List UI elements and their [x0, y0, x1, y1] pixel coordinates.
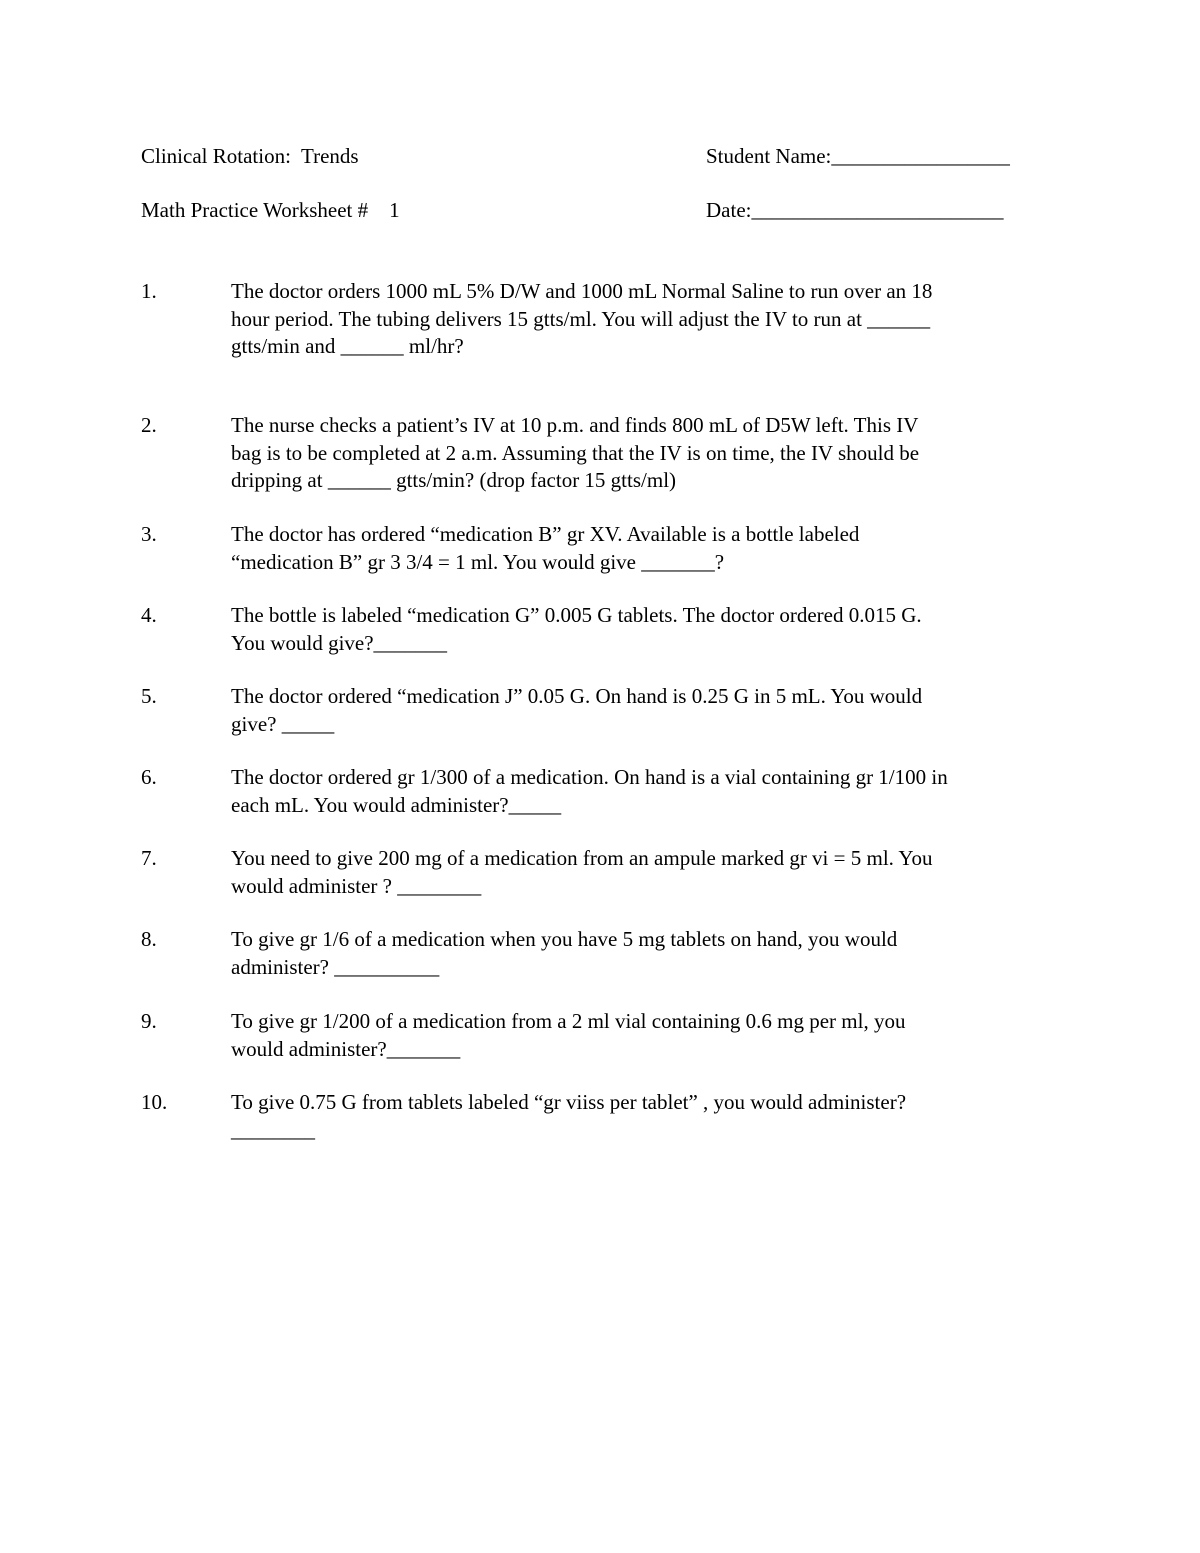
question-text: To give gr 1/200 of a medication from a 2 ml vial containing 0.6 mg per ml, you would administer?_______ — [231, 1009, 906, 1061]
question-text: You need to give 200 mg of a medication from an ampule marked gr vi = 5 ml. You would administer ? ________ — [231, 846, 933, 898]
question-text: To give gr 1/6 of a medication when you have 5 mg tablets on hand, you would administer? __________ — [231, 927, 898, 979]
question-number: 9. — [141, 1009, 157, 1033]
question-text: To give 0.75 G from tablets labeled “gr viiss per tablet” , you would administer? ________ — [231, 1090, 907, 1142]
question-number: 3. — [141, 522, 157, 546]
worksheet-number-label: Math Practice Worksheet # 1 — [141, 198, 400, 222]
question-text: The nurse checks a patient’s IV at 10 p.m. and finds 800 mL of D5W left. This IV bag is to be completed at 2 a.m. Assuming that the IV is on time, the IV should be dripping at ______ gtts/min? (drop factor 15 gtts/ml) — [231, 413, 920, 492]
question-number: 6. — [141, 765, 157, 789]
clinical-rotation-label: Clinical Rotation: Trends — [141, 144, 359, 168]
question-text: The doctor ordered “medication J” 0.05 G. On hand is 0.25 G in 5 mL. You would give? _____ — [231, 684, 923, 736]
question-text: The doctor ordered gr 1/300 of a medication. On hand is a vial containing gr 1/100 in each mL. You would administer?_____ — [231, 765, 948, 817]
date-field[interactable]: Date:________________________ — [706, 198, 1004, 222]
question-number: 4. — [141, 603, 157, 627]
question-number: 7. — [141, 846, 157, 870]
question-number: 8. — [141, 927, 157, 951]
question-number: 10. — [141, 1090, 168, 1114]
question-number: 2. — [141, 413, 157, 437]
question-number: 5. — [141, 684, 157, 708]
question-number: 1. — [141, 279, 157, 303]
question-text: The doctor has ordered “medication B” gr XV. Available is a bottle labeled “medication B” gr 3 3/4 = 1 ml. You would give _______? — [231, 522, 860, 574]
question-text: The bottle is labeled “medication G” 0.005 G tablets. The doctor ordered 0.015 G. You would give?_______ — [231, 603, 922, 655]
question-text: The doctor orders 1000 mL 5% D/W and 1000 mL Normal Saline to run over an 18 hour period. The tubing delivers 15 gtts/ml. You will adjust the IV to run at ______ gtts/min and ______ ml/hr? — [231, 279, 933, 358]
student-name-field[interactable]: Student Name:_________________ — [706, 144, 1010, 168]
